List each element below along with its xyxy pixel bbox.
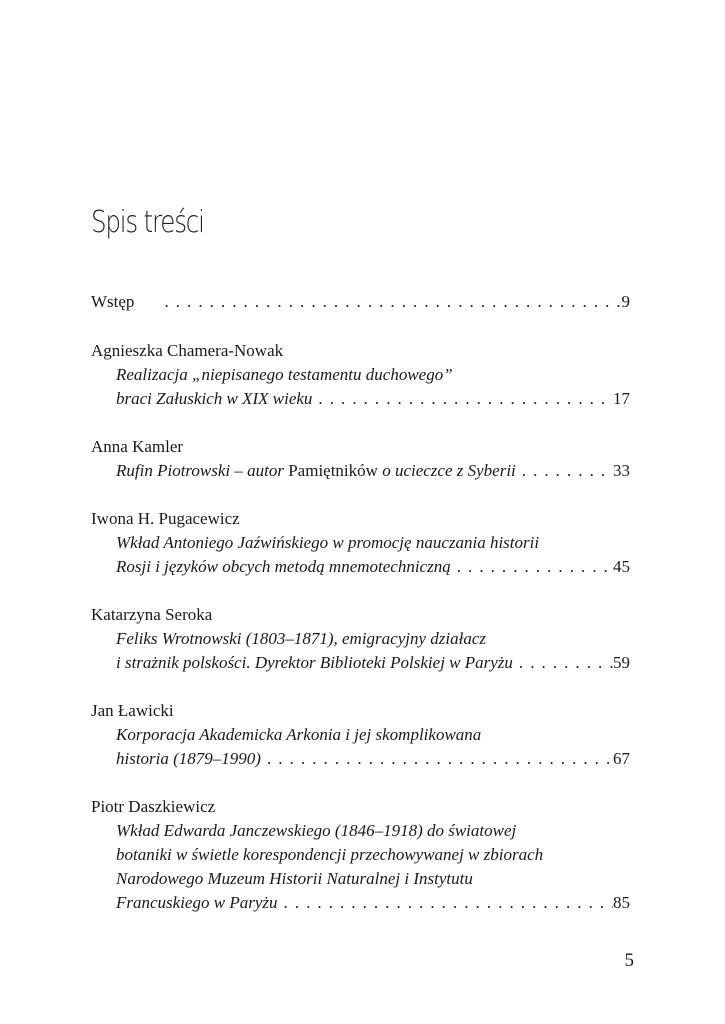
toc-title-text: Rosji i języków obcych metodą mnemotechniczną: [116, 557, 451, 576]
toc-title-part: Rufin Piotrowski – autor: [116, 461, 289, 480]
dot-leader: [513, 651, 613, 675]
toc-title-text: Francuskiego w Paryżu: [116, 893, 278, 912]
toc-title-line: Wkład Antoniego Jaźwińskiego w promocję nauczania historii: [116, 533, 540, 552]
page-title: Spis treści: [91, 205, 204, 240]
toc-intro-label: Wstęp: [91, 292, 135, 311]
toc-title-line: botaniki w świetle korespondencji przechowywanej w zbiorach: [116, 845, 544, 864]
toc-title-last-line: [91, 651, 630, 675]
toc-title-line: Korporacja Akademicka Arkonia i jej skomplikowana: [116, 725, 482, 744]
dot-leader: [261, 747, 613, 771]
toc-author: Anna Kamler: [91, 437, 184, 456]
toc-title-line: Wkład Edwarda Janczewskiego (1846–1918) do światowej: [116, 821, 517, 840]
toc-title-last-line: [91, 747, 630, 771]
toc-entry: [91, 507, 630, 579]
toc-entry: [91, 603, 630, 675]
toc-entry: [91, 699, 630, 771]
toc-entry-intro: [91, 290, 630, 314]
toc-page-number: 17: [613, 389, 630, 408]
toc-page-number: 85: [613, 893, 630, 912]
dot-leader: [134, 290, 621, 314]
toc-author: Piotr Daszkiewicz: [91, 797, 216, 816]
toc-author: Agnieszka Chamera-Nowak: [91, 341, 284, 360]
dot-leader: [312, 387, 613, 411]
toc-title-line: Narodowego Muzeum Historii Naturalnej i Instytutu: [116, 869, 473, 888]
toc-title-text: i strażnik polskości. Dyrektor Biblioteki Polskiej w Paryżu: [116, 653, 513, 672]
toc-title-last-line: [91, 387, 630, 411]
toc-page-number: 67: [613, 749, 630, 768]
toc-title-last-line: [91, 459, 630, 483]
toc-entry: [91, 795, 630, 915]
toc-title-text: historia (1879–1990): [116, 749, 261, 768]
toc-title-line: Feliks Wrotnowski (1803–1871), emigracyjny działacz: [116, 629, 487, 648]
toc-author: Jan Ławicki: [91, 701, 174, 720]
toc-page-number: 9: [621, 292, 630, 311]
toc-line: [91, 290, 630, 314]
dot-leader: [451, 555, 613, 579]
toc-title-part: o ucieczce z Syberii: [377, 461, 516, 480]
toc-title-part-upright: Pamiętników: [288, 461, 378, 480]
toc-title-last-line: [91, 555, 630, 579]
toc-title-text: [116, 459, 516, 483]
dot-leader: [277, 891, 613, 915]
toc-page-number: 59: [613, 653, 630, 672]
toc-author: Katarzyna Seroka: [91, 605, 213, 624]
toc-page-number: 33: [613, 461, 630, 480]
toc-title-text: braci Załuskich w XIX wieku: [116, 389, 313, 408]
toc-entry: [91, 435, 630, 483]
dot-leader: [516, 459, 613, 483]
page-number: 5: [624, 950, 634, 971]
toc-title-line: Realizacja „niepisanego testamentu duchowego”: [116, 365, 453, 384]
toc-author: Iwona H. Pugacewicz: [91, 509, 240, 528]
table-of-contents: [91, 290, 630, 939]
toc-entry: [91, 339, 630, 411]
toc-title-last-line: [91, 891, 630, 915]
toc-page-number: 45: [613, 557, 630, 576]
